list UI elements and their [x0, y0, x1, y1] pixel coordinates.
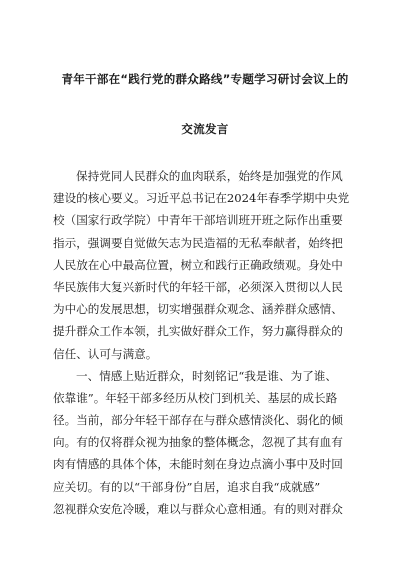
paragraph-line: 人民放在心中最高位置，树立和践行正确政绩观。身处中 — [53, 257, 343, 272]
paragraph-line: 指示，强调要自觉做矢志为民造福的无私奉献者，始终把 — [53, 235, 343, 250]
document-title-line-2: 交流发言 — [181, 122, 229, 136]
paragraph-line: 一、情感上贴近群众，时刻铭记“我是谁、为了谁、 — [76, 368, 337, 383]
paragraph-line: 依靠谁”。年轻干部多经历从校门到机关、基层的成长路 — [53, 390, 338, 405]
paragraph-line: 为中心的发展思想，切实增强群众观念、涵养群众感情、 — [53, 302, 343, 317]
paragraph-1 — [53, 165, 359, 365]
paragraph-line: 校（国家行政学院）中青年干部培训班开班之际作出重要 — [53, 213, 343, 228]
paragraph-line: 提升群众工作本领，扎实做好群众工作，努力赢得群众的 — [53, 324, 343, 339]
document-title-line-1: 青年干部在“践行党的群众路线”专题学习研讨会议上的 — [61, 72, 349, 86]
paragraph-line: 建设的核心要义。习近平总书记在2024年春季学期中央党 — [53, 191, 350, 206]
paragraph-2 — [53, 365, 359, 520]
paragraph-line: 忽视群众安危冷暖，难以与群众心意相通。有的则对群众 — [53, 501, 343, 516]
paragraph-line: 肉有情感的具体个体，未能时刻在身边点滴小事中及时回 — [53, 457, 343, 472]
paragraph-line: 保持党同人民群众的血肉联系，始终是加强党的作风 — [76, 169, 343, 183]
paragraph-line: 华民族伟大复兴新时代的年轻干部，必须深入贯彻以人民 — [53, 279, 343, 294]
paragraph-line: 径。当前，部分年轻干部存在与群众感情淡化、弱化的倾 — [53, 413, 343, 428]
paragraph-line: 向。有的仅将群众视为抽象的整体概念，忽视了其有血有 — [53, 435, 343, 450]
paragraph-line: 信任、认可与满意。 — [53, 346, 158, 361]
paragraph-line: 应关切。有的以“干部身份”自居，追求自我“成就感” — [53, 479, 321, 494]
document-body — [53, 165, 359, 520]
